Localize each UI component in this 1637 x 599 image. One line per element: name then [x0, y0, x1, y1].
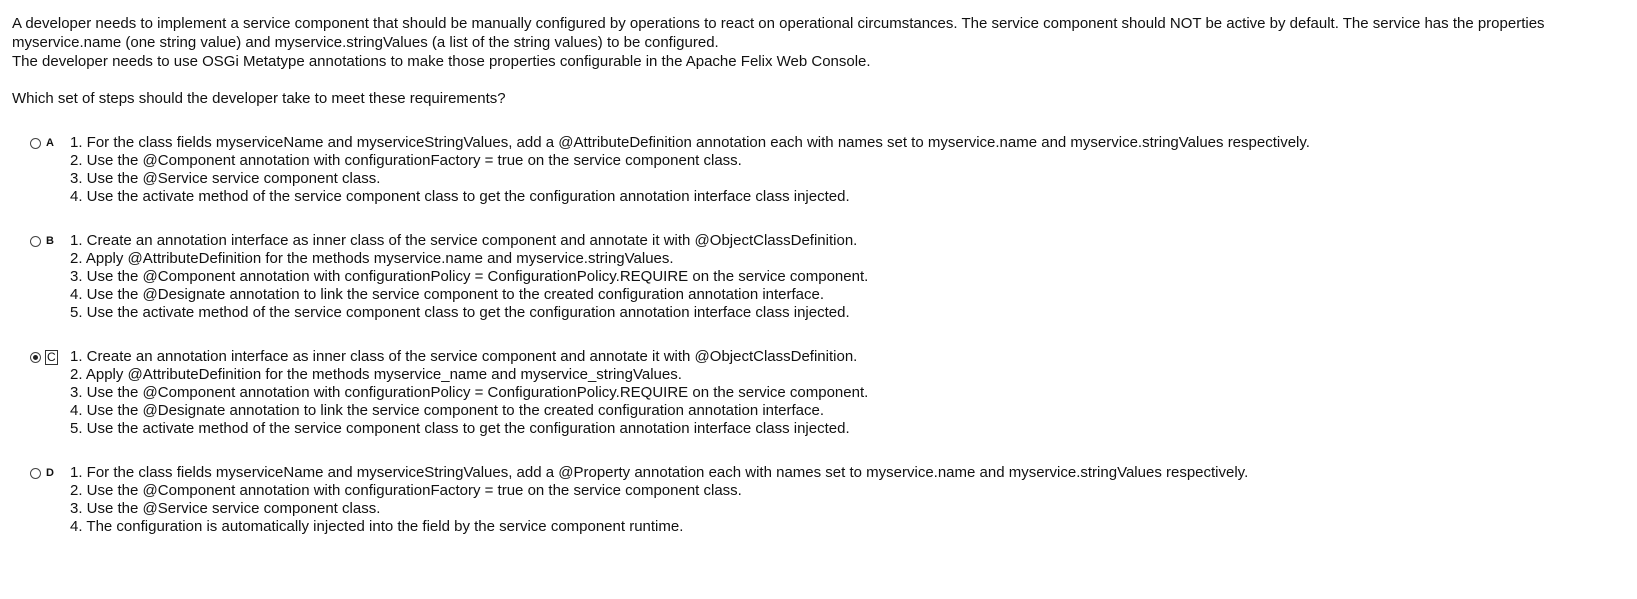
- step-text: 1. Create an annotation interface as inner class of the service component and annotate it with @ObjectClassDefinition.: [70, 348, 858, 365]
- step-text: 4. Use the @Designate annotation to link the service component to the created configuration annotation interface.: [70, 286, 825, 303]
- step-text: 3. Use the @Service service component class.: [70, 170, 381, 187]
- step-text: 2. Apply @AttributeDefinition for the methods myservice_name and myservice_stringValues.: [70, 366, 682, 383]
- question-text: [12, 14, 1627, 108]
- option-letter-b[interactable]: B: [46, 235, 54, 247]
- option-steps-b: [70, 232, 868, 322]
- option-steps-c: [70, 348, 868, 438]
- step-text: 2. Apply @AttributeDefinition for the methods myservice.name and myservice.stringValues.: [70, 250, 674, 267]
- spacer: [12, 71, 1627, 89]
- radio-button-c-selected[interactable]: [30, 352, 41, 363]
- step-text: 2. Use the @Component annotation with configurationFactory = true on the service component class.: [70, 482, 742, 499]
- option-steps-a: [70, 134, 1310, 206]
- option-letter-c[interactable]: C: [47, 350, 56, 364]
- step-text: 1. Create an annotation interface as inner class of the service component and annotate it with @ObjectClassDefinition.: [70, 232, 858, 249]
- radio-button-d[interactable]: [30, 468, 41, 479]
- question-prompt: Which set of steps should the developer take to meet these requirements?: [12, 90, 506, 107]
- option-c[interactable]: [0, 348, 1637, 464]
- step-text: 3. Use the @Service service component class.: [70, 500, 381, 517]
- option-steps-d: [70, 464, 1248, 536]
- step-text: 4. Use the activate method of the service component class to get the configuration annotation interface class injected.: [70, 188, 850, 205]
- option-letter-d[interactable]: D: [46, 467, 54, 479]
- question-line: A developer needs to implement a service component that should be manually configured by operations to react on operational circumstances. The service component should NOT be active by default. The service has the properties: [12, 15, 1545, 32]
- option-d[interactable]: [0, 464, 1637, 562]
- option-b[interactable]: [0, 232, 1637, 348]
- option-letter-a[interactable]: A: [46, 137, 54, 149]
- step-text: 3. Use the @Component annotation with configurationPolicy = ConfigurationPolicy.REQUIRE on the service component.: [70, 268, 869, 285]
- radio-button-a[interactable]: [30, 138, 41, 149]
- step-text: 5. Use the activate method of the service component class to get the configuration annotation interface class injected.: [70, 304, 850, 321]
- option-a[interactable]: [0, 134, 1637, 232]
- question-line: The developer needs to use OSGi Metatype annotations to make those properties configurable in the Apache Felix Web Console.: [12, 53, 871, 70]
- step-text: 2. Use the @Component annotation with configurationFactory = true on the service component class.: [70, 152, 742, 169]
- question-line: myservice.name (one string value) and myservice.stringValues (a list of the string values) to be configured.: [12, 34, 719, 51]
- step-text: 1. For the class fields myserviceName and myserviceStringValues, add a @AttributeDefinition annotation each with names set to myservice.name and myservice.stringValues respectively.: [70, 134, 1310, 151]
- answer-options: [0, 134, 1637, 562]
- step-text: 4. The configuration is automatically injected into the field by the service component runtime.: [70, 518, 684, 535]
- step-text: 4. Use the @Designate annotation to link the service component to the created configuration annotation interface.: [70, 402, 825, 419]
- step-text: 1. For the class fields myserviceName and myserviceStringValues, add a @Property annotation each with names set to myservice.name and myservice.stringValues respectively.: [70, 464, 1249, 481]
- step-text: 5. Use the activate method of the service component class to get the configuration annotation interface class injected.: [70, 420, 850, 437]
- radio-button-b[interactable]: [30, 236, 41, 247]
- step-text: 3. Use the @Component annotation with configurationPolicy = ConfigurationPolicy.REQUIRE on the service component.: [70, 384, 869, 401]
